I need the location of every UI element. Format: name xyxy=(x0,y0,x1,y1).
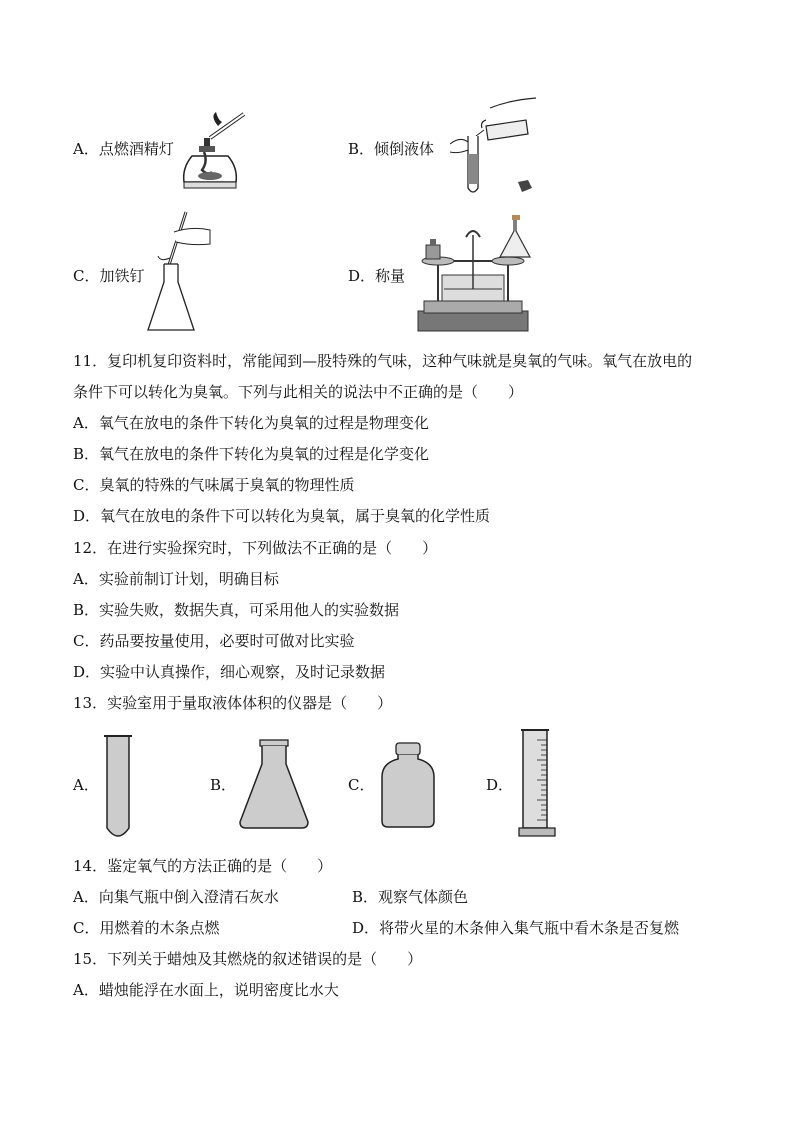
q15-option-a: A．蜡烛能浮在水面上，说明密度比水大 xyxy=(73,981,339,999)
q10-option-d: D．称量 xyxy=(348,267,406,285)
q10-option-b: B．倾倒液体 xyxy=(348,140,435,158)
q14-option-a: A．向集气瓶中倒入澄清石灰水 xyxy=(73,888,279,906)
q13-option-c: C． xyxy=(348,776,375,794)
q11-option-d: D．氧气在放电的条件下可以转化为臭氧，属于臭氧的化学性质 xyxy=(73,507,491,525)
conical-flask-illustration xyxy=(236,738,312,832)
weighing-balance-illustration xyxy=(414,215,532,335)
q10-option-a: A．点燃酒精灯 xyxy=(73,140,174,158)
q12-option-b: B．实验失败，数据失真，可采用他人的实验数据 xyxy=(73,601,400,619)
q11-option-c: C．臭氧的特殊的气味属于臭氧的物理性质 xyxy=(73,476,355,494)
q11-stem-line1: 11．复印机复印资料时，常能闻到—股特殊的气味，这种气味就是臭氧的气味。氧气在放电的 xyxy=(73,352,693,370)
q11-stem-line2: 条件下可以转化为臭氧。下列与此相关的说法中不正确的是（ ） xyxy=(73,383,524,401)
q15-stem: 15．下列关于蜡烛及其燃烧的叙述错误的是（ ） xyxy=(73,950,423,968)
q14-option-c: C．用燃着的木条点燃 xyxy=(73,919,220,937)
test-tube-illustration xyxy=(103,732,133,840)
q12-option-d: D．实验中认真操作，细心观察，及时记录数据 xyxy=(73,663,386,681)
q11-option-b: B．氧气在放电的条件下转化为臭氧的过程是化学变化 xyxy=(73,445,430,463)
q13-option-a: A． xyxy=(73,776,99,794)
lighting-alcohol-lamp-illustration xyxy=(178,108,250,194)
q12-option-c: C．药品要按量使用，必要时可做对比实验 xyxy=(73,632,355,650)
q13-option-d: D． xyxy=(486,776,514,794)
reagent-bottle-illustration xyxy=(380,741,436,829)
q12-option-a: A．实验前制订计划，明确目标 xyxy=(73,570,279,588)
q13-stem: 13．实验室用于量取液体体积的仪器是（ ） xyxy=(73,694,393,712)
q12-stem: 12．在进行实验探究时，下列做法不正确的是（ ） xyxy=(73,539,438,557)
q11-option-a: A．氧气在放电的条件下转化为臭氧的过程是物理变化 xyxy=(73,414,429,432)
graduated-cylinder-illustration xyxy=(517,728,557,840)
q10-option-c: C．加铁钉 xyxy=(73,267,145,285)
q13-option-b: B． xyxy=(210,776,237,794)
pouring-liquid-illustration xyxy=(450,96,540,202)
adding-iron-nail-illustration xyxy=(144,208,212,338)
q14-stem: 14．鉴定氧气的方法正确的是（ ） xyxy=(73,857,333,875)
q14-option-b: B．观察气体颜色 xyxy=(352,888,469,906)
q14-option-d: D．将带火星的木条伸入集气瓶中看木条是否复燃 xyxy=(352,919,680,937)
